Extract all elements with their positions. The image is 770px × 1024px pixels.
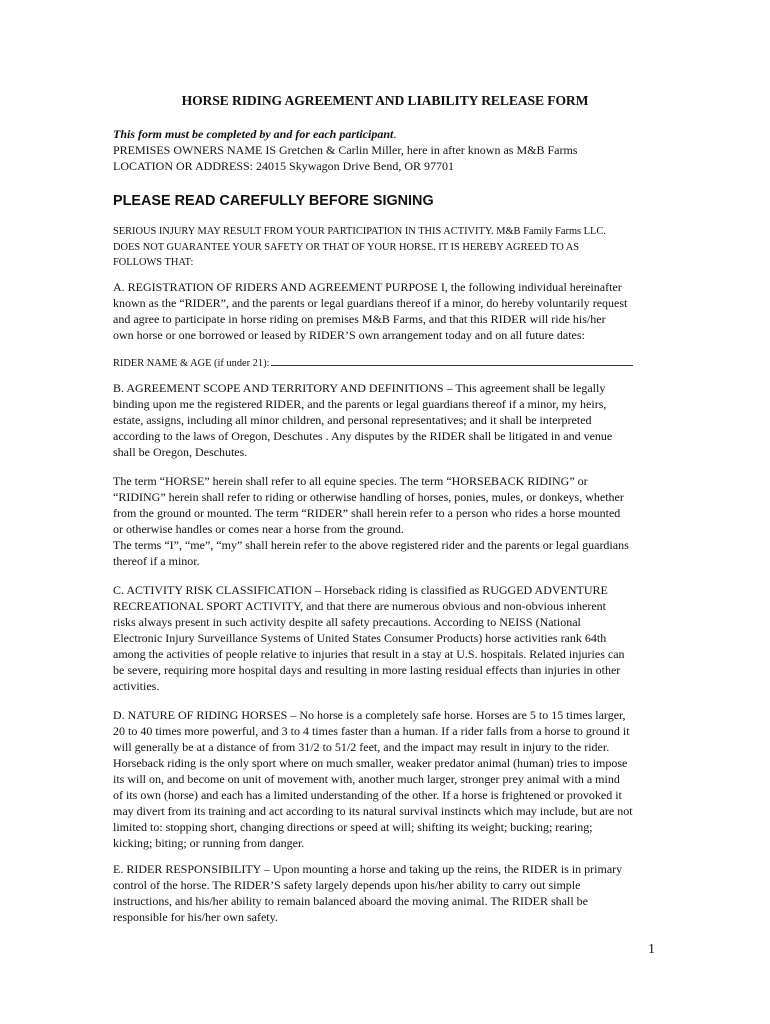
text-line: or otherwise handles or comes near a horse from the ground. (113, 522, 404, 536)
text-line: B. AGREEMENT SCOPE AND TERRITORY AND DEFINITIONS – This agreement shall be legally (113, 381, 606, 395)
text-line: responsible for his/her own safety. (113, 910, 278, 924)
text-line: and agree to participate in horse riding on premises M&B Farms, and that this RIDER will ride his/her (113, 312, 606, 326)
text-line: thereof if a minor. (113, 554, 200, 568)
document-title: HORSE RIDING AGREEMENT AND LIABILITY RELEASE FORM (181, 93, 589, 108)
text-line: kicking; biting; or running from danger. (113, 836, 305, 850)
text-line: limited to: stopping short, changing directions or speed at will; shifting its weight; bucking; rearing; (113, 820, 593, 834)
intro-instruction (113, 126, 577, 142)
text-line: C. ACTIVITY RISK CLASSIFICATION – Horseback riding is classified as RUGGED ADVENTURE (113, 583, 608, 597)
rider-name-field (113, 355, 633, 369)
text-line: FOLLOWS THAT: (113, 257, 194, 268)
text-line: activities. (113, 679, 160, 693)
text-line: among the activities of people relative to injuries that result in a stay at U.S. hospitals. Related injuries can (113, 647, 625, 661)
section-terms (113, 473, 661, 569)
text-line: instructions, and his/her ability to remain balanced aboard the moving animal. The RIDER shall be (113, 894, 588, 908)
section-b (113, 380, 661, 460)
text-line: risks always present in such activity despite all safety precautions. According to NEISS (National (113, 615, 581, 629)
text-line: may divert from its training and act according to its natural survival instincts which may include, but are not (113, 804, 633, 818)
section-a (113, 279, 661, 343)
instruction-text: This form must be completed by and for each participant (113, 127, 394, 141)
text-line: known as the “RIDER”, and the parents or legal guardians thereof if a minor, do hereby voluntarily request (113, 296, 628, 310)
text-line: The terms “I”, “me”, “my” shall herein refer to the above registered rider and the parents or legal guardians (113, 538, 629, 552)
page-number: 1 (648, 942, 655, 957)
text-line: shall be Oregon, Deschutes. (113, 445, 248, 459)
text-line: E. RIDER RESPONSIBILITY – Upon mounting a horse and taking up the reins, the RIDER is in primary (113, 862, 623, 876)
text-line: according to the laws of Oregon, Deschutes . Any disputes by the RIDER shall be litigated in and venue (113, 429, 613, 443)
text-line: 20 to 40 times more powerful, and 3 to 4 times faster than a human. If a rider falls from a horse to ground it (113, 724, 630, 738)
text-line: Electronic Injury Surveillance Systems of United States Consumer Products) horse activities rank 64th (113, 631, 607, 645)
text-line: A. REGISTRATION OF RIDERS AND AGREEMENT PURPOSE I, the following individual hereinafter (113, 280, 622, 294)
section-c (113, 582, 661, 694)
intro-block (113, 126, 577, 174)
section-d (113, 707, 661, 851)
text-line: D. NATURE OF RIDING HORSES – No horse is a completely safe horse. Horses are 5 to 15 times larger, (113, 708, 626, 722)
text-line: own horse or one borrowed or leased by RIDER’S own arrangement today and on all future dates: (113, 328, 585, 342)
text-line: from the ground or mounted. The term “RIDER” shall herein refer to a person who rides a horse mounted (113, 506, 621, 520)
text-line: “RIDING” herein shall refer to riding or otherwise handling of horses, ponies, mules, or donkeys, whether (113, 490, 624, 504)
warning-block (113, 224, 673, 271)
instruction-period: . (393, 127, 397, 141)
text-line: estate, assigns, including all minor children, and personal representatives; and it shall be interpreted (113, 413, 592, 427)
section-heading: PLEASE READ CAREFULLY BEFORE SIGNING (113, 193, 434, 209)
text-line: The term “HORSE” herein shall refer to all equine species. The term “HORSEBACK RIDING” or (113, 474, 588, 488)
text-line: RECREATIONAL SPORT ACTIVITY, and that there are numerous obvious and non-obvious inherent (113, 599, 606, 613)
text-line: of its own (horse) and each has a limited understanding of the other. If a horse is frightened or provoked it (113, 788, 622, 802)
text-line: be severe, requiring more hospital days and resulting in more lasting residual effects than injuries in other (113, 663, 621, 677)
text-line: will generally be at a distance of from 31/2 to 51/2 feet, and the impact may result in injury to the rider. (113, 740, 610, 754)
text-line: its will on, and become on unit of movement with, another much larger, stronger prey animal with a mind (113, 772, 620, 786)
text-line: binding upon me the registered RIDER, and the parents or legal guardians thereof if a minor, my heirs, (113, 397, 607, 411)
rider-name-label: RIDER NAME & AGE (if under 21): (113, 358, 270, 369)
text-line: SERIOUS INJURY MAY RESULT FROM YOUR PARTICIPATION IN THIS ACTIVITY. M&B Family Farms LLC. (113, 226, 606, 237)
owners-line: PREMISES OWNERS NAME IS Gretchen & Carlin Miller, here in after known as M&B Farms (113, 143, 578, 157)
text-line: Horseback riding is the only sport where on much smaller, weaker predator animal (human) tries to impose (113, 756, 628, 770)
section-e (113, 861, 661, 925)
location-line: LOCATION OR ADDRESS: 24015 Skywagon Drive Bend, OR 97701 (113, 159, 455, 173)
text-line: control of the horse. The RIDER’S safety largely depends upon his/her ability to carry out simple (113, 878, 581, 892)
text-line: DOES NOT GUARANTEE YOUR SAFETY OR THAT OF YOUR HORSE. IT IS HEREBY AGREED TO AS (113, 241, 580, 253)
rider-name-blank[interactable] (271, 355, 633, 366)
